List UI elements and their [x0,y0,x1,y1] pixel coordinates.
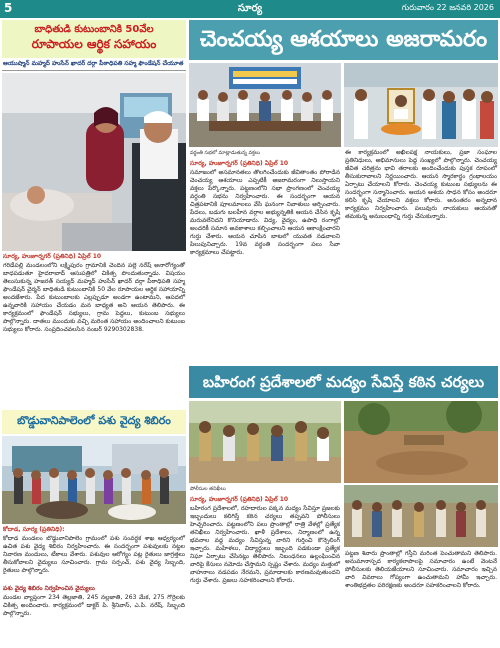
story4-body-col1: బహిరంగ ప్రదేశాలలో, రహదారుల పక్కన మద్యం సేవిస్తూ ప్రజలకు ఇబ్బందులు కలిగిస్తే కఠిన చర్యలు తప్పవని పోలీసులు హెచ్చరించారు. పట్టణంలోని పలు ప్రాంతాల్లో రాత్రి వేళల్లో ప్రత్యేక తనిఖీలు నిర్వహించారు. ఖాళీ ప్రదేశాలు, నిర్మాణంలో ఉన్న భవనాల వద్ద మద్యం సేవిస్తున్న వారిని గుర్తించి కౌన్సెలింగ్ ఇచ్చారు. మహిళలు, విద్యార్థులు ఇబ్బంది పడకుండా ప్రత్యేక నిఘా ఏర్పాటు చేసినట్లు తెలిపారు. నిబంధనలు ఉల్లంఘించిన వారిపై కేసులు నమోదు చేస్తామని స్పష్టం చేశారు. మద్యం మత్తులో వాహనాలు నడపడం నేరమని, ప్రమాదాలకు కారణమవుతుందని గుర్తు చేశారు. ప్రజలు సహకరించాలని కోరారు. [190,505,340,584]
portrait-tribute-photo [344,63,498,147]
story2-photo [2,436,186,524]
story4-body-col2: పట్టణ శివారు ప్రాంతాల్లో గస్తీని మరింత పెంచుతామని తెలిపారు. అనుమానాస్పద కార్యకలాపాలపై సమాచారం ఉంటే వెంటనే పోలీసులకు తెలియజేయాలని సూచించారు. సమాచారం ఇచ్చిన వారి వివరాలు గోప్యంగా ఉంచుతామని హామీ ఇచ్చారు. శాంతిభద్రతల పరిరక్షణకు అందరూ సహకరించాలని కోరారు. [345,550,497,589]
story1-subheadline: ఆయుష్మాన్ మహ్మద్ హుసేన్ ఖాదర్ దర్గా పీఠాధిపతి సహ్మ ఫౌండేషన్ చేయూత [2,58,186,71]
open-ground-photo [344,401,498,483]
page-number: 5 [4,1,13,15]
story3-photo-right [344,63,498,147]
veterinary-camp-photo [2,436,186,524]
story1-headline-line1: బాధితుడి కుటుంబానికి 50వేల [34,24,154,35]
story2-headline: బొడ్డువానిపాలెంలో పశు వైద్య శిబిరం [2,410,186,434]
story2-subhead: పశు వైద్య శిబిరం నిర్వహించిన వైద్యులు [3,585,95,592]
police-inspection-photo [189,401,341,483]
memorial-meeting-photo [189,63,341,147]
story4-headline: బహిరంగ ప్రదేశాలలో మద్యం సేవిస్తే కఠిన చర్యలు [189,366,498,398]
story1-body: గరిడేపల్లి మండలంలోని లక్ష్మిపురం గ్రామానికి చెందిన పల్లె నరేష్ అనారోగ్యంతో బాధపడుతూ హైదరాబాద్ ఆసుపత్రిలో చికిత్స పొందుతున్నాడు. విషయం తెలుసుకున్న హజరత్ సయ్యద్ మహ్మద్ హుసేన్ ఖాదర్ దర్గా పీఠాధిపతి సహ్మ ఫౌండేషన్ చైర్మన్ బాధితుడి కుటుంబానికి 50 వేల రూపాయల ఆర్థిక సహాయాన్ని అందజేశారు. పేద కుటుంబాలకు ఎల్లప్పుడూ అండగా ఉంటామని, ఆపదలో ఉన్నవారికి సహాయం చేయడం మన బాధ్యత అని ఆయన తెలిపారు. ఈ కార్యక్రమంలో ఫౌండేషన్ సభ్యులు, గ్రామ పెద్దలు, కుటుంబ సభ్యులు పాల్గొన్నారు. దాతలు ముందుకు వచ్చి మరింత సహాయం అందించాలని కుటుంబ సభ్యులు కోరారు. సంప్రదించవలసిన నంబర్ 9290302838. [3,262,185,333]
story4-photo-right [344,401,498,483]
right-column [189,20,498,646]
story4-photo-left [189,401,341,483]
left-column [2,20,186,646]
story3-caption: వర్ధంతి సభలో మాట్లాడుతున్న వక్తలు [190,150,260,156]
story2-byline: కోదాడ, సూర్య (ప్రతినిధి): [3,526,65,533]
story1-headline-line2: రూపాయల ఆర్థిక సహాయం [31,37,157,51]
story1-headline [2,20,186,58]
story4-caption: పోలీసుల తనిఖీలు [190,486,226,492]
story4-text-right [344,550,498,644]
story3-photo-left [189,63,341,147]
paper-name: సూర్య [237,3,263,14]
story3-body-col2: ఈ కార్యక్రమంలో అఖిలపక్ష నాయకులు, ప్రజా సంఘాల ప్రతినిధులు, అభిమానులు పెద్ద సంఖ్యలో పాల్గొన్నారు. చెంచయ్య జీవిత చరిత్రను భావి తరాలకు అందించేందుకు పుస్తక రూపంలో తీసుకురావాలని నిర్ణయించారు. ఆయన స్మారకార్థం గ్రంథాలయం ఏర్పాటు చేయాలని కోరారు. చెంచయ్య కుటుంబ సభ్యులను ఈ సందర్భంగా సన్మానించారు. ఆయన ఆశయ సాధన కోసం అందరూ కలిసి కృషి చేయాలని వక్తలు కోరారు. అనంతరం అన్నదాన కార్యక్రమం నిర్వహించారు. పలువురు నాయకులు ఆయనతో తమకున్న అనుబంధాన్ని గుర్తు చేసుకున్నారు. [345,149,497,220]
story2-body: కోదాడ మండలం బొడ్డువానిపాలెం గ్రామంలో పశు సంవర్ధక శాఖ ఆధ్వర్యంలో ఉచిత పశు వైద్య శిబిరం నిర్వహించారు. ఈ సందర్భంగా పశువులకు నట్టల నివారణ మందులు, టీకాలు వేశారు. పశువుల ఆరోగ్యం పట్ల రైతులు జాగ్రత్తలు తీసుకోవాలని వైద్యులు సూచించారు. గ్రామ సర్పంచ్, పశు వైద్య సిబ్బంది, రైతులు పాల్గొన్నారు. [3,535,185,574]
story1-byline: సూర్య, హుజూర్నగర్ (ప్రతినిధి) ఏప్రిల్ 10 [3,253,102,260]
story3-text-left [189,149,341,363]
story1-photo [2,73,186,251]
story3-body-col1: సమాజంలో అసమానతలు తొలగించేందుకు జీవితాంతం పోరాడిన చెంచయ్య ఆశయాలు ఎప్పటికీ అజరామరంగా నిలుస్తాయని వక్తలు పేర్కొన్నారు. పట్టణంలోని సభా ప్రాంగణంలో చెంచయ్య వర్ధంతి సభను నిర్వహించారు. ఈ సందర్భంగా ఆయన చిత్రపటానికి పూలమాలలు వేసి ఘనంగా నివాళులు అర్పించారు. పేదలు, బడుగు బలహీన వర్గాల అభ్యున్నతికి ఆయన చేసిన కృషి మరువలేనిదని కొనియాడారు. విద్య, వైద్యం, ఉపాధి రంగాల్లో అందరికీ సమాన అవకాశాలు కల్పించాలని ఆయన ఆకాంక్షించారని గుర్తు చేశారు. ఆయన చూపిన బాటలో యువత నడవాలని పిలుపునిచ్చారు. 19వ వర్ధంతి సందర్భంగా పలు సేవా కార్యక్రమాలు చేపట్టారు. [190,169,340,256]
masthead-bar [0,0,500,18]
story4-byline: సూర్య, హుజూర్నగర్ (ప్రతినిధి) ఏప్రిల్ 10 [190,496,289,503]
story3-headline: చెంచయ్య ఆశయాలు అజరామరం [189,20,498,60]
story3-byline: సూర్య, హుజూర్నగర్ (ప్రతినిధి) ఏప్రిల్ 10 [190,160,289,167]
story4-photo-bottom [344,485,498,547]
gathering-photo [344,485,498,547]
hospital-photo [2,73,186,251]
story3-text-right [344,149,498,361]
story2-body2: మండల వ్యాప్తంగా 234 తెల్లజాతి, 245 నల్లజాతి, 263 మేక, 275 గొర్రెలకు చికిత్స అందించారు. కార్యక్రమంలో డాక్టర్ పి. శ్రీనివాస్, ఎ.పి. నరేష్, సిబ్బంది పాల్గొన్నారు. [3,594,185,617]
issue-date: గురువారం 22 జనవరి 2026 [401,3,494,12]
story4-text-left [189,485,341,645]
